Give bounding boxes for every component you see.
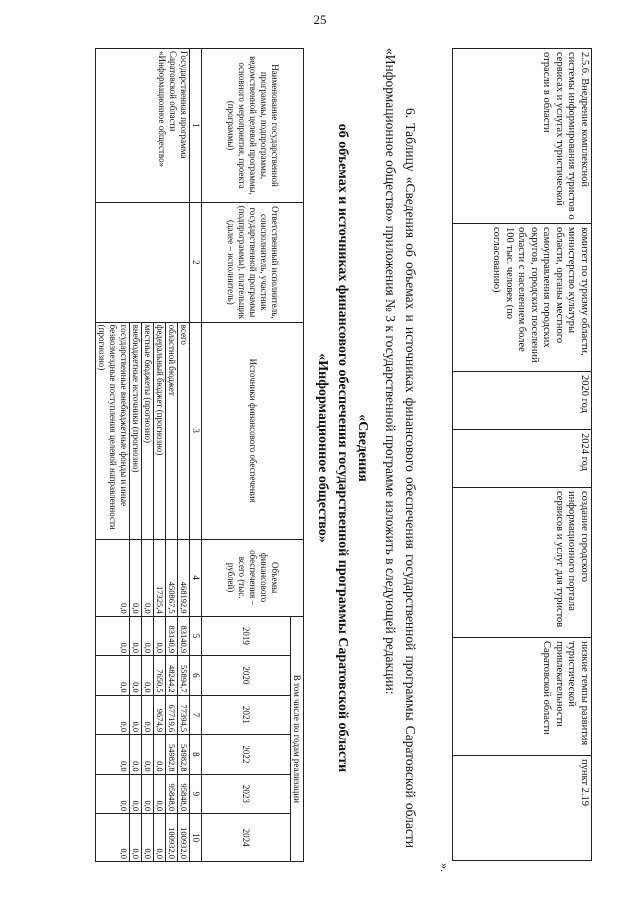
column-index: 4	[190, 539, 202, 616]
source-cell: областной бюджет	[166, 322, 178, 539]
closing-quote: ».	[438, 863, 452, 872]
value-cell: 0,0	[142, 774, 154, 814]
amendment-paragraph: 6. Таблицу «Сведения об объемах и источниках финансового обеспечения государственной программы Саратовской области «Информационное общество» приложения № 3 к государственной программе изложить в следующей редакции:	[383, 48, 418, 848]
value-cell: 0,0	[96, 539, 130, 616]
column-index: 1	[190, 49, 202, 203]
executor-cell: комитет по туризму области, министерство культуры области, органы местного самоуправления городских округов, городских поселений области с населением более 100 тыс. человек (по согласованию)	[453, 224, 592, 372]
value-cell: 7650,5	[154, 656, 166, 696]
value-cell: 9674,9	[154, 695, 166, 735]
column-index: 10	[190, 814, 202, 862]
value-cell: 0,0	[142, 695, 154, 735]
section-heading-line3: «Информационное общество»	[315, 353, 330, 543]
source-cell: местные бюджеты (прогнозно)	[142, 322, 154, 539]
column-index: 8	[190, 735, 202, 775]
value-cell: 0,0	[130, 616, 142, 656]
header-source: Источники финансового обеспечения	[202, 322, 304, 539]
header-year: 2022	[202, 735, 291, 775]
value-cell: 100932,0	[166, 814, 178, 862]
table-row	[178, 49, 190, 862]
column-index: 6	[190, 656, 202, 696]
section-heading-line1: «Сведения	[355, 414, 370, 482]
header-total: Объемы финансового обеспечения – всего (тыс. рублей)	[202, 539, 304, 616]
value-cell: 17325,4	[154, 539, 166, 616]
value-cell: 0,0	[142, 656, 154, 696]
value-cell: 77394,5	[178, 695, 190, 735]
value-cell: 0,0	[130, 814, 142, 862]
value-cell: 95848,0	[178, 774, 190, 814]
consequence-cell: низкие темпы развития туристической привлекательности Саратовской области	[453, 638, 592, 756]
header-year: 2020	[202, 656, 291, 696]
value-cell: 83140,9	[166, 616, 178, 656]
page-number: 25	[313, 12, 327, 27]
column-index-row	[190, 49, 202, 862]
header-year: 2023	[202, 774, 291, 814]
value-cell: 0,0	[130, 539, 142, 616]
column-index: 3	[190, 322, 202, 539]
finance-table	[95, 48, 304, 862]
header-program-name: Наименование государственной программы, подпрограммы, ведомственной целевой программы, основного мероприятия, проекта (программы)	[202, 49, 304, 203]
value-cell: 54982,8	[166, 735, 178, 775]
measure-name-cell: 2.5.6. Внедрение комплексной системы информирования туристов о сервисах и услугах туристической отрасли в области	[453, 49, 592, 224]
executor-cell	[96, 203, 190, 323]
source-cell: федеральный бюджет (прогнозно)	[154, 322, 166, 539]
column-index: 7	[190, 695, 202, 735]
value-cell: 0,0	[142, 814, 154, 862]
column-index: 9	[190, 774, 202, 814]
header-executor: Ответственный исполнитель, соисполнитель, участник государственной программы (подпрограммы), плательщик (далее – исполнитель)	[202, 203, 304, 323]
value-cell: 0,0	[154, 616, 166, 656]
value-cell: 0,0	[154, 814, 166, 862]
indicator-link-cell: пункт 2.19	[453, 756, 592, 861]
program-name-cell: Государственная программа Саратовской области «Информационное общество»	[96, 49, 190, 203]
header-row	[291, 49, 304, 862]
end-year-cell: 2024 год	[453, 430, 592, 488]
value-cell: 54982,8	[178, 735, 190, 775]
value-cell: 100932,0	[178, 814, 190, 862]
expected-result-cell: создание городского информационного портала сервисов и услуг для туристов	[453, 488, 592, 638]
table-row	[453, 49, 592, 861]
value-cell: 83140,9	[178, 616, 190, 656]
value-cell: 0,0	[142, 735, 154, 775]
value-cell: 0,0	[130, 656, 142, 696]
start-year-cell: 2020 год	[453, 372, 592, 430]
value-cell: 0,0	[96, 616, 130, 656]
value-cell: 0,0	[142, 616, 154, 656]
header-year: 2019	[202, 616, 291, 656]
value-cell: 55894,7	[178, 656, 190, 696]
column-index: 2	[190, 203, 202, 323]
source-cell: внебюджетные источники (прогнозно)	[130, 322, 142, 539]
value-cell: 0,0	[96, 774, 130, 814]
column-index: 5	[190, 616, 202, 656]
header-year: 2021	[202, 695, 291, 735]
value-cell: 67719,6	[166, 695, 178, 735]
value-cell: 0,0	[142, 539, 154, 616]
measures-table-fragment	[452, 48, 592, 861]
value-cell: 0,0	[96, 814, 130, 862]
value-cell: 0,0	[96, 695, 130, 735]
value-cell: 95848,0	[166, 774, 178, 814]
value-cell: 0,0	[96, 656, 130, 696]
value-cell: 0,0	[154, 774, 166, 814]
source-cell: всего	[178, 322, 190, 539]
header-year: 2024	[202, 814, 291, 862]
header-by-year: В том числе по годам реализации	[291, 616, 304, 861]
value-cell: 468192,9	[178, 539, 190, 616]
value-cell: 450867,5	[166, 539, 178, 616]
value-cell: 48244,2	[166, 656, 178, 696]
value-cell: 0,0	[130, 774, 142, 814]
value-cell: 0,0	[130, 735, 142, 775]
rotated-content	[60, 40, 600, 870]
source-cell: государственные внебюджетные фонды и иные безвозмездные поступления целевой направленности (прогнозно)	[96, 322, 130, 539]
value-cell: 0,0	[130, 695, 142, 735]
value-cell: 0,0	[154, 735, 166, 775]
value-cell: 0,0	[96, 735, 130, 775]
section-heading-line2: об объемах и источниках финансового обеспечения государственной программы Саратовской области	[335, 123, 350, 773]
